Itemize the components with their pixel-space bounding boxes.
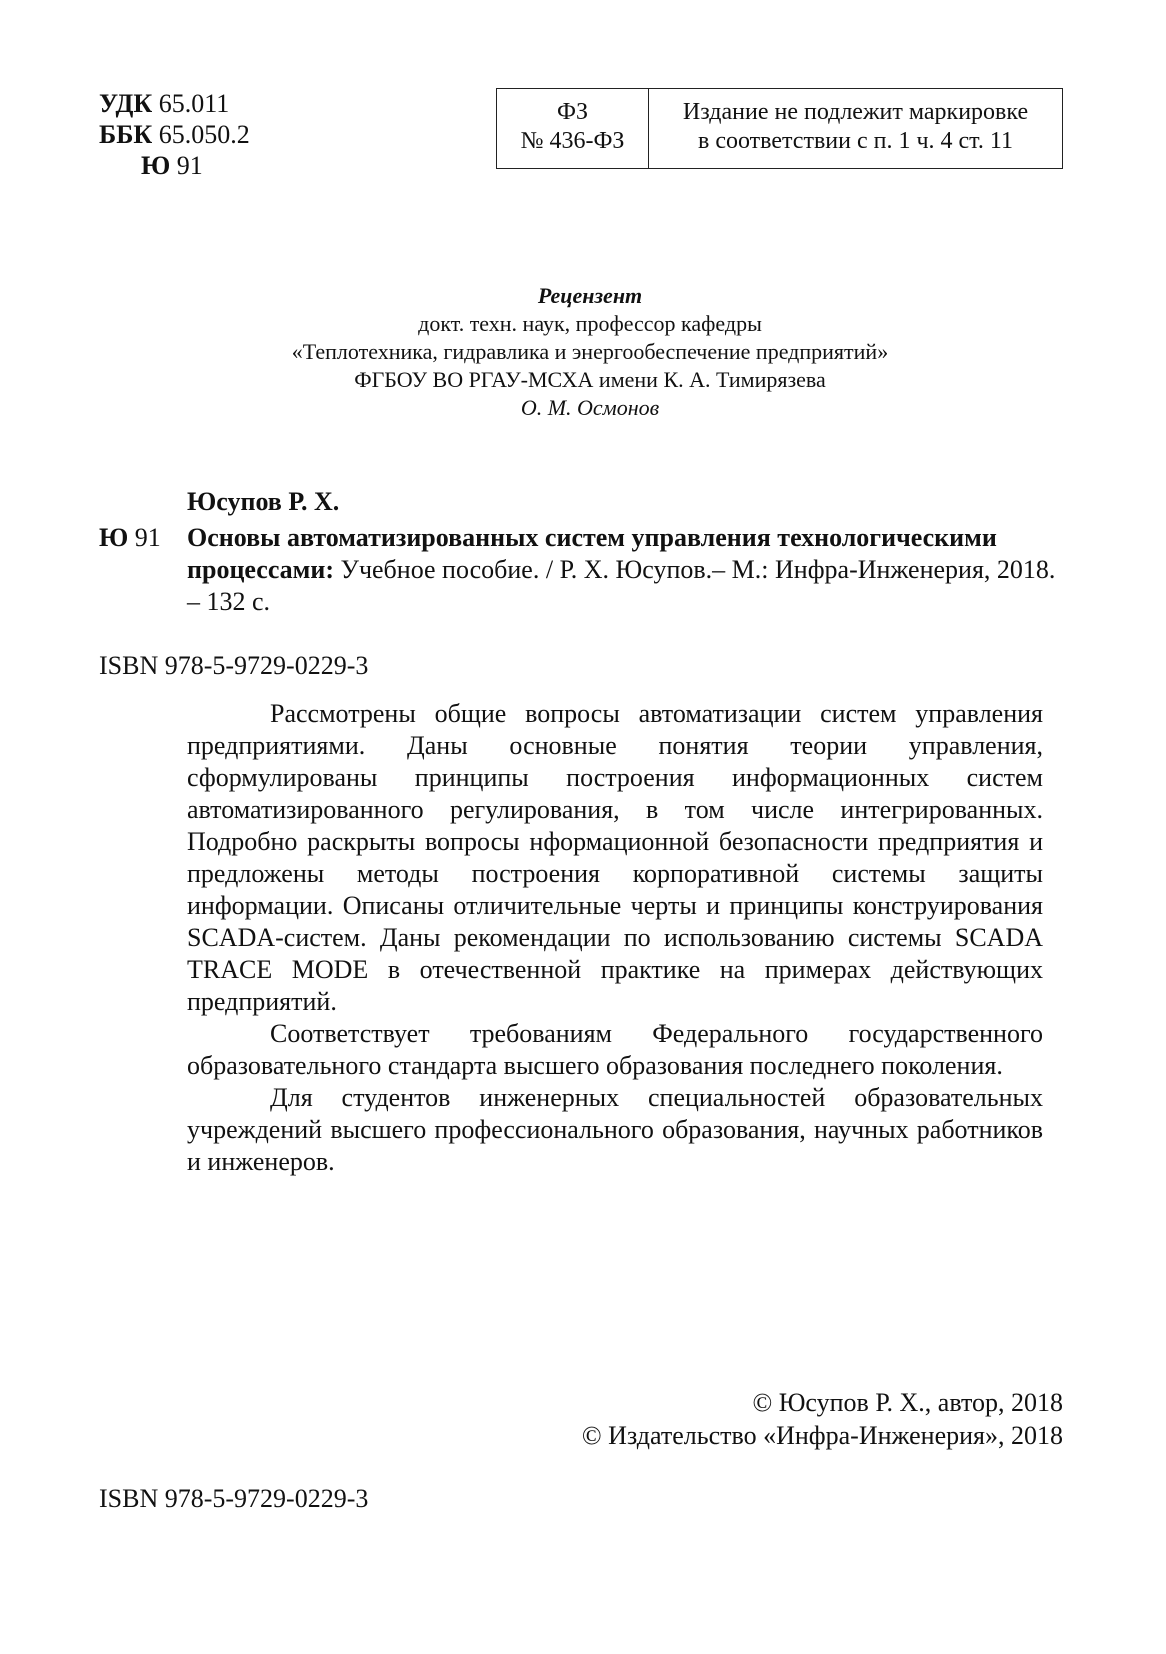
reviewer-line2: «Теплотехника, гидравлика и энергообеспечение предприятий» bbox=[291, 339, 889, 364]
book-title: Основы автоматизированных систем управления технологическими процессами: bbox=[187, 523, 997, 584]
author-code-row bbox=[99, 150, 250, 181]
marking-note-line1: Издание не подлежит маркировке bbox=[682, 99, 1029, 125]
reviewer-line1: докт. техн. наук, профессор кафедры bbox=[418, 311, 762, 336]
marking-note-line2: в соответствии с п. 1 ч. 4 ст. 11 bbox=[698, 128, 1013, 154]
copyright-publisher: © Издательство «Инфра-Инженерия», 2018 bbox=[581, 1421, 1063, 1450]
bib-code-key: Ю bbox=[99, 523, 129, 552]
isbn-bottom: ISBN 978-5-9729-0229-3 bbox=[99, 1484, 369, 1513]
marking-law-line1: ФЗ bbox=[557, 99, 588, 125]
marking-table bbox=[496, 88, 1063, 169]
isbn-top: ISBN 978-5-9729-0229-3 bbox=[99, 651, 369, 680]
bbk-key: ББК bbox=[99, 120, 153, 149]
udk-row bbox=[99, 88, 250, 119]
reviewer-name: О. М. Осмонов bbox=[520, 395, 660, 420]
book-details: Учебное пособие. / Р. Х. Юсупов.– М.: Инфра-Инженерия, 2018. – 132 с. bbox=[187, 555, 1056, 616]
marking-law-line2: № 436-ФЗ bbox=[520, 128, 625, 154]
reviewer-line3: ФГБОУ ВО РГАУ-МСХА имени К. А. Тимирязева bbox=[354, 367, 826, 392]
bib-description bbox=[187, 522, 1067, 618]
udk-value: 65.011 bbox=[158, 89, 230, 118]
abstract bbox=[187, 698, 1043, 1178]
bbk-value: 65.050.2 bbox=[158, 120, 250, 149]
copyright-author: © Юсупов Р. Х., автор, 2018 bbox=[752, 1388, 1063, 1417]
abstract-paragraph-1: Рассмотрены общие вопросы автоматизации систем управления предприятиями. Даны основные понятия теории управления, сформулированы принципы построения информационных систем автоматизированного регулирования, в том числе интегрированных. Подробно раскрыты вопросы нформационной безопасности предприятия и предложены методы построения корпоративной системы защиты информации. Описаны отличительные черты и принципы конструирования SCADA-систем. Даны рекомендации по использованию системы SCADA TRACE MODE в отечественной практике на примерах действующих предприятий. bbox=[187, 699, 1043, 1016]
bib-code bbox=[99, 522, 161, 554]
abstract-paragraph-2: Соответствует требованиям Федерального государственного образовательного стандарта высшего образования последнего поколения. bbox=[187, 1019, 1043, 1080]
reviewer-heading: Рецензент bbox=[537, 283, 643, 308]
copyright-block bbox=[582, 1386, 1063, 1452]
bib-code-value: 91 bbox=[134, 523, 161, 552]
abstract-paragraph-3: Для студентов инженерных специальностей образовательных учреждений высшего профессионального образования, научных работников и инженеров. bbox=[187, 1083, 1043, 1176]
author-code-key: Ю bbox=[141, 151, 171, 180]
udk-key: УДК bbox=[99, 89, 153, 118]
author-code-value: 91 bbox=[176, 151, 203, 180]
reviewer-block bbox=[200, 282, 980, 422]
author-name: Юсупов Р. Х. bbox=[187, 487, 340, 516]
marking-note-cell bbox=[649, 89, 1062, 168]
marking-law-cell bbox=[497, 89, 649, 168]
bbk-row bbox=[99, 119, 250, 150]
classification-block bbox=[99, 88, 250, 181]
